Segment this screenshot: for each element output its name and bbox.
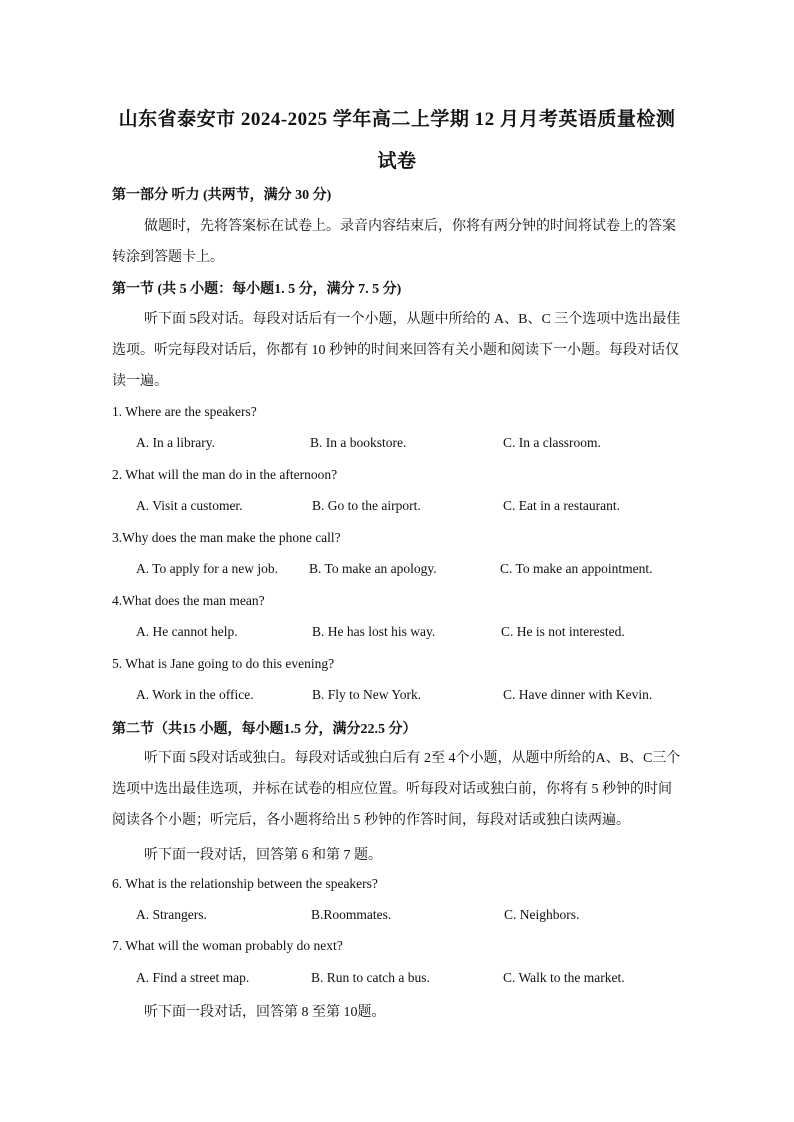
listen-instruction-8-10: 听下面一段对话，回答第 8 至第 10题。 [144, 1005, 386, 1020]
question-5: 5. What is Jane going to do this evening? [112, 656, 335, 671]
question-5-option-a: A. Work in the office. [136, 687, 254, 702]
part1-instruction [112, 211, 682, 273]
listen-instruction-6-7: 听下面一段对话，回答第 6 和第 7 题。 [144, 848, 382, 863]
question-3-option-a: A. To apply for a new job. [136, 561, 279, 576]
section1-instruction [112, 304, 682, 397]
question-4-option-b: B. He has lost his way. [312, 624, 436, 639]
question-5-option-c: C. Have dinner with Kevin. [503, 687, 653, 702]
part1-instruction-text: 做题时，先将答案标在试卷上。录音内容结束后，你将有两分钟的时间将试卷上的答案转涂到答题卡上。 [112, 219, 676, 265]
question-7-option-c: C. Walk to the market. [503, 970, 625, 985]
question-1-option-b: B. In a bookstore. [310, 435, 407, 450]
section1-instruction-text: 听下面 5段对话。每段对话后有一个小题，从题中所给的 A、B、C 三个选项中选出最佳选项。听完每段对话后，你都有 10 秒钟的时间来回答有关小题和阅读下一小题。每段对话仅读一遍。 [112, 312, 681, 389]
section2-heading: 第二节（共15 小题，每小题1.5 分，满分22.5 分） [112, 722, 417, 737]
part1-heading: 第一部分 听力 (共两节，满分 30 分) [112, 188, 332, 203]
section1-heading: 第一节 (共 5 小题：每小题1. 5 分，满分 7. 5 分) [112, 282, 402, 297]
question-6-option-c: C. Neighbors. [504, 907, 580, 922]
question-7: 7. What will the woman probably do next? [112, 938, 343, 953]
question-6-option-a: A. Strangers. [136, 907, 207, 922]
question-3: 3.Why does the man make the phone call? [112, 530, 341, 545]
question-2-option-c: C. Eat in a restaurant. [503, 498, 620, 513]
question-2: 2. What will the man do in the afternoon? [112, 467, 338, 482]
question-6: 6. What is the relationship between the speakers? [112, 876, 378, 891]
section2-instruction [112, 743, 682, 836]
question-1-option-a: A. In a library. [136, 435, 215, 450]
question-3-option-c: C. To make an appointment. [500, 561, 653, 576]
question-1: 1. Where are the speakers? [112, 404, 257, 419]
exam-title-line2: 试卷 [377, 151, 417, 172]
question-4-option-a: A. He cannot help. [136, 624, 238, 639]
question-5-option-b: B. Fly to New York. [312, 687, 422, 702]
section2-instruction-text: 听下面 5段对话或独白。每段对话或独白后有 2至 4个小题，从题中所给的A、B、C三个选项中选出最佳选项，并标在试卷的相应位置。听每段对话或独白前，你将有 5 秒钟的时间阅读各个小题；听完后，各小题将给出 5 秒钟的作答时间，每段对话或独白读两遍。 [112, 751, 681, 828]
question-3-option-b: B. To make an apology. [309, 561, 437, 576]
question-7-option-a: A. Find a street map. [136, 970, 250, 985]
exam-title-line1: 山东省泰安市 2024-2025 学年高二上学期 12 月月考英语质量检测 [118, 109, 676, 130]
question-6-option-b: B.Roommates. [311, 907, 392, 922]
question-7-option-b: B. Run to catch a bus. [311, 970, 430, 985]
question-4: 4.What does the man mean? [112, 593, 265, 608]
question-1-option-c: C. In a classroom. [503, 435, 601, 450]
question-4-option-c: C. He is not interested. [501, 624, 625, 639]
question-2-option-a: A. Visit a customer. [136, 498, 243, 513]
question-2-option-b: B. Go to the airport. [312, 498, 421, 513]
